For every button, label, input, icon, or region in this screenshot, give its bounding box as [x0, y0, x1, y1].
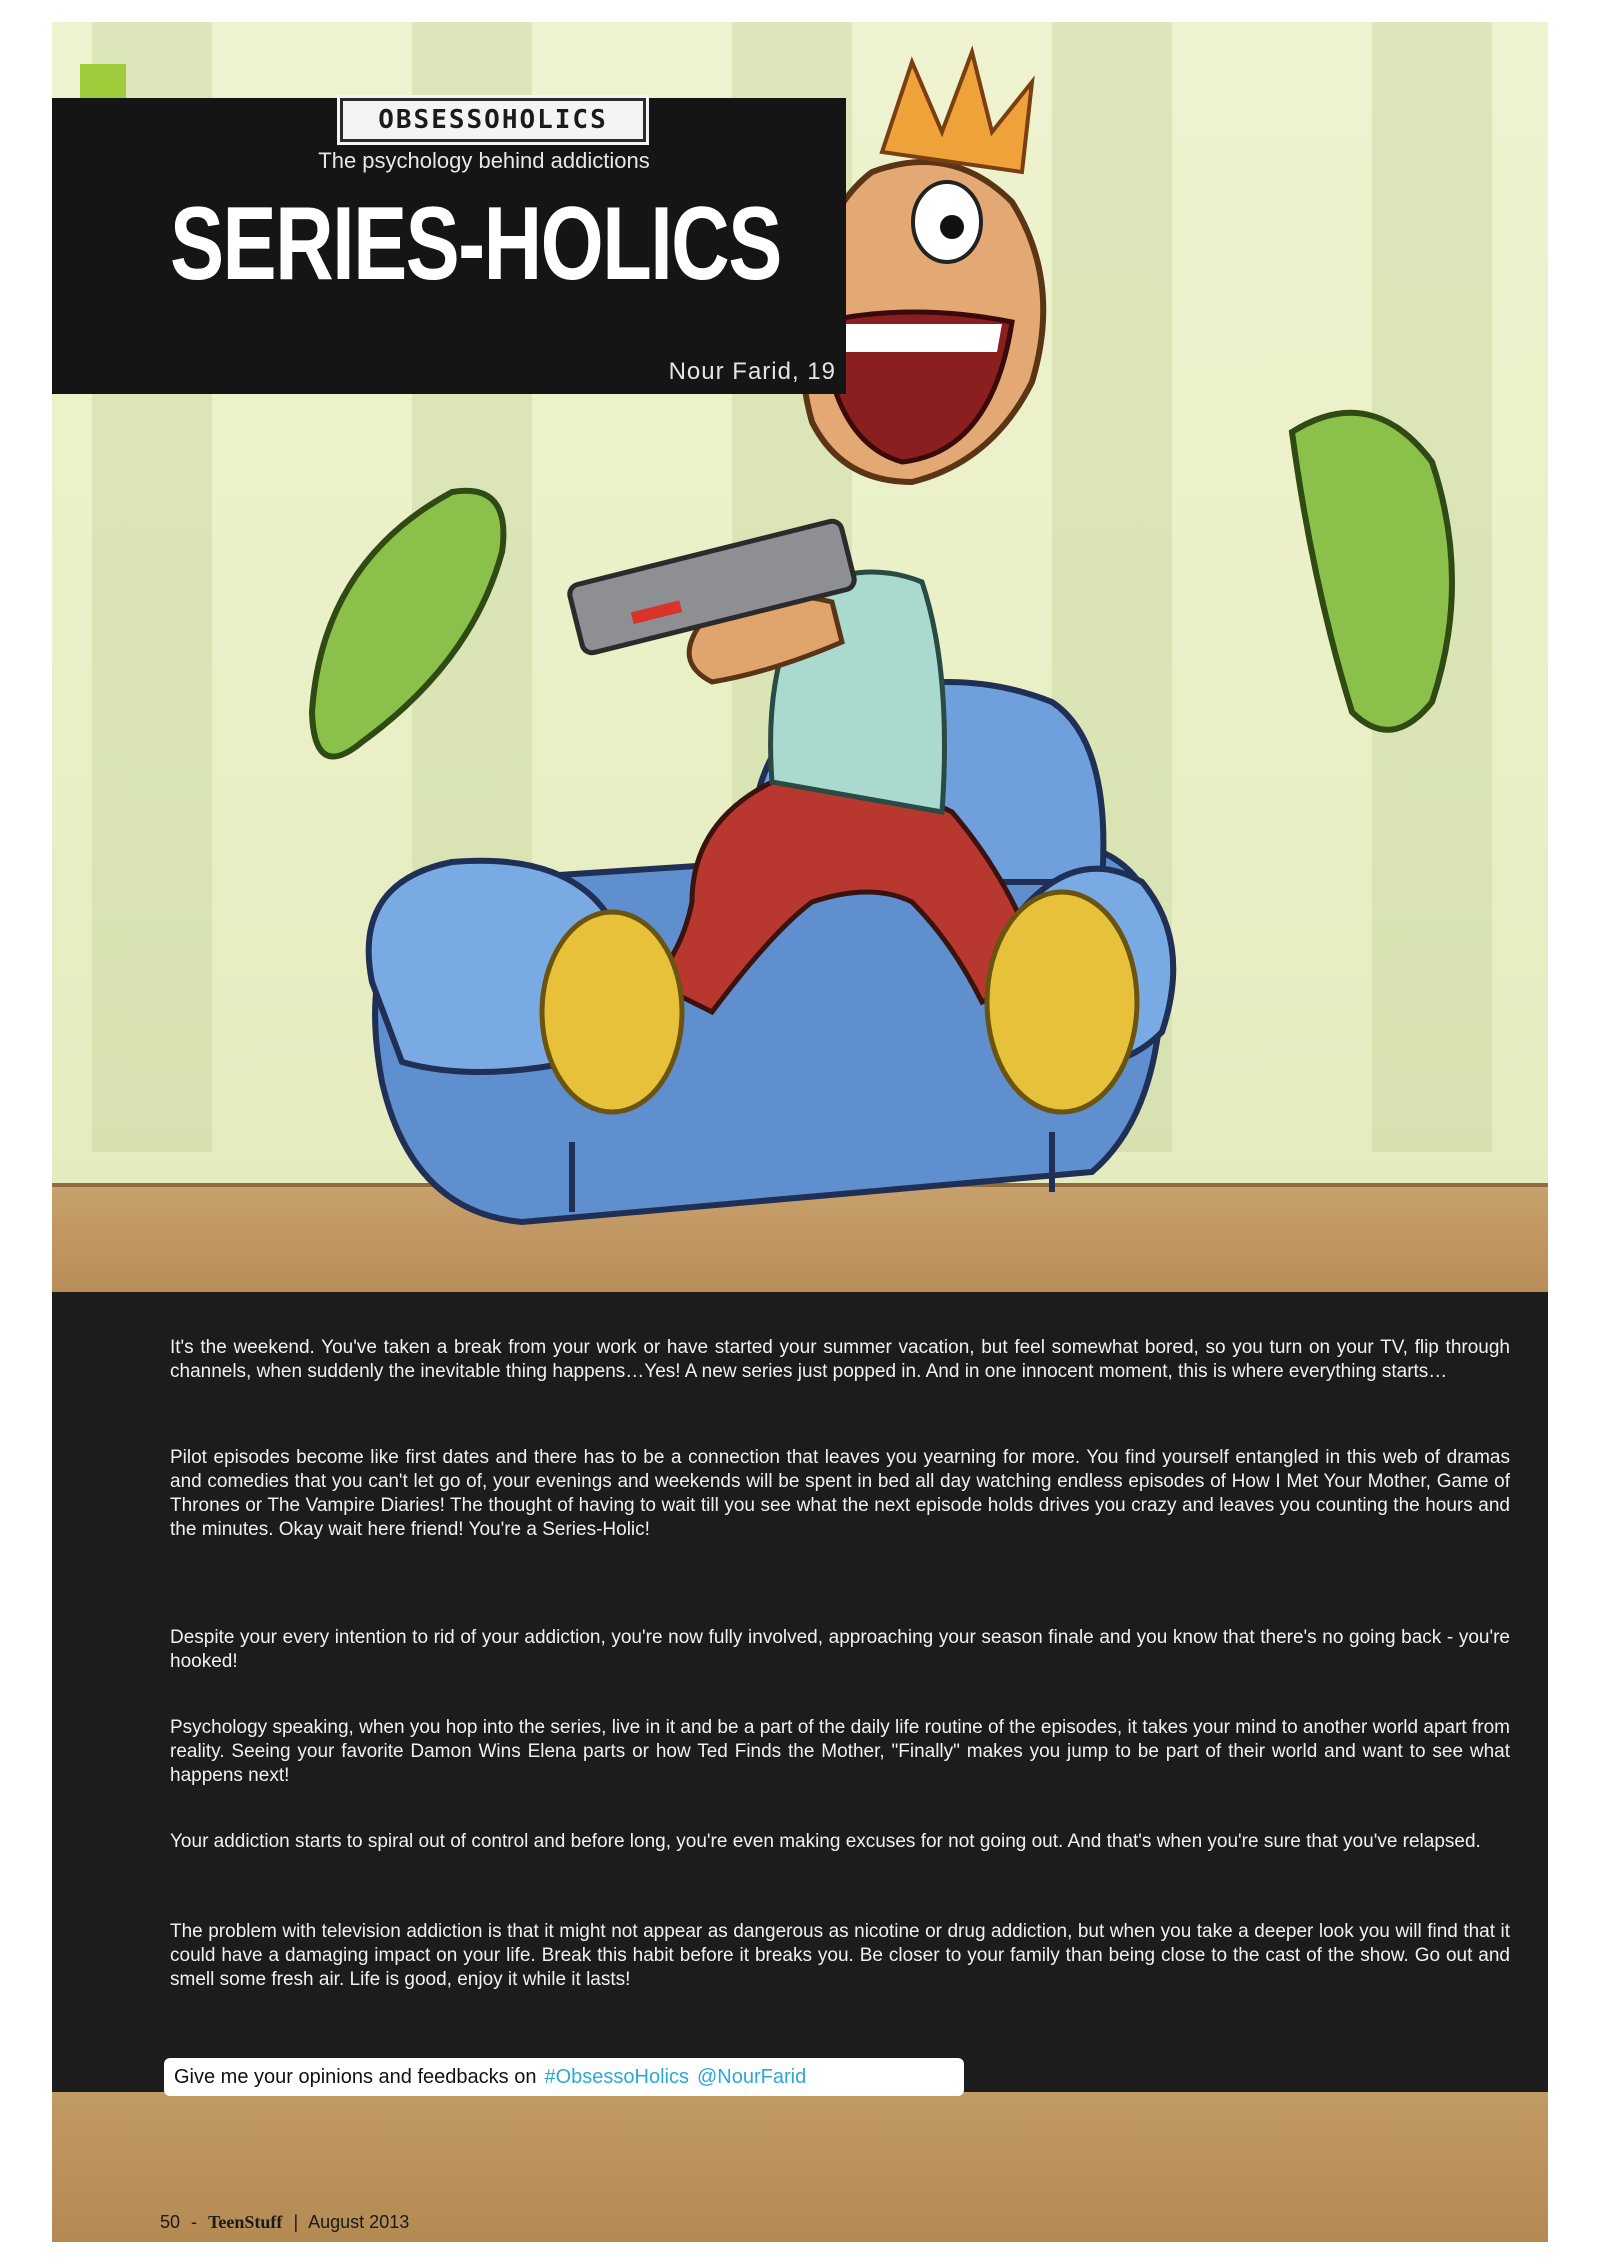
page-folio	[160, 2212, 409, 2233]
article-body	[52, 1292, 1548, 2092]
folio-dash: -	[191, 2212, 198, 2232]
flying-slipper-left	[312, 491, 503, 757]
article-paragraph: Despite your every intention to rid of your addiction, you're now fully involved, approaching your season finale and you know that there's no going back - you're hooked!	[170, 1627, 1510, 1672]
issue-date: August 2013	[308, 2212, 410, 2232]
folio-separator: |	[293, 2212, 299, 2232]
flying-slipper-right	[1292, 413, 1452, 730]
series-logo: OBSESSOHOLICS	[340, 98, 646, 142]
hashtag-link[interactable]: #ObsessoHolics	[544, 2065, 689, 2088]
article-paragraph: The problem with television addiction is that it might not appear as dangerous as nicotine or drug addiction, but when you take a deeper look you will find that it could have a damaging impact on your life. Break this habit before it breaks you. Be closer to your family than being close to the cast of the show. Go out and smell some fresh air. Life is good, enjoy it while it lasts!	[170, 1921, 1510, 1990]
byline: Nour Farid, 19	[668, 358, 836, 385]
article-paragraph: Pilot episodes become like first dates and there has to be a connection that leaves you yearning for more. You find yourself entangled in this web of dramas and comedies that you can't let go of, your evenings and weekends will be spent in bed all day watching endless episodes of How I Met Your Mother, Game of Thrones or The Vampire Diaries! The thought of having to wait till you see what the next episode holds drives you crazy and leaves you counting the hours and the minutes. Okay wait here friend! You're a Series-Holic!	[170, 1447, 1510, 1540]
article-paragraph: Psychology speaking, when you hop into the series, live in it and be a part of the daily life routine of the episodes, it takes your mind to another world apart from reality. Seeing your favorite Damon Wins Elena parts or how Ted Finds the Mother, "Finally" makes you jump to be part of their world and want to see what happens next!	[170, 1717, 1510, 1786]
feedback-text: Give me your opinions and feedbacks on	[174, 2065, 537, 2088]
article-paragraph: Your addiction starts to spiral out of control and before long, you're even making excuses for not going out. And that's when you're sure that you've relapsed.	[170, 1831, 1481, 1852]
headline: SERIES-HOLICS	[170, 186, 781, 302]
hero-illustration-area	[52, 22, 1548, 1292]
page-number: 50	[160, 2212, 181, 2232]
feedback-callout	[164, 2058, 964, 2096]
article-paragraph: It's the weekend. You've taken a break from your work or have started your summer vacation, but feel somewhat bored, so you turn on your TV, flip through channels, when suddenly the inevitable thing happens…Yes! A new series just popped in. And in one innocent moment, this is where everything starts…	[170, 1337, 1510, 1382]
footer-strip	[52, 2092, 1548, 2242]
tagline: The psychology behind addictions	[318, 148, 650, 173]
magazine-page	[52, 22, 1548, 2242]
author-handle-link[interactable]: @NourFarid	[696, 2065, 807, 2088]
magazine-name: TeenStuff	[208, 2212, 283, 2232]
